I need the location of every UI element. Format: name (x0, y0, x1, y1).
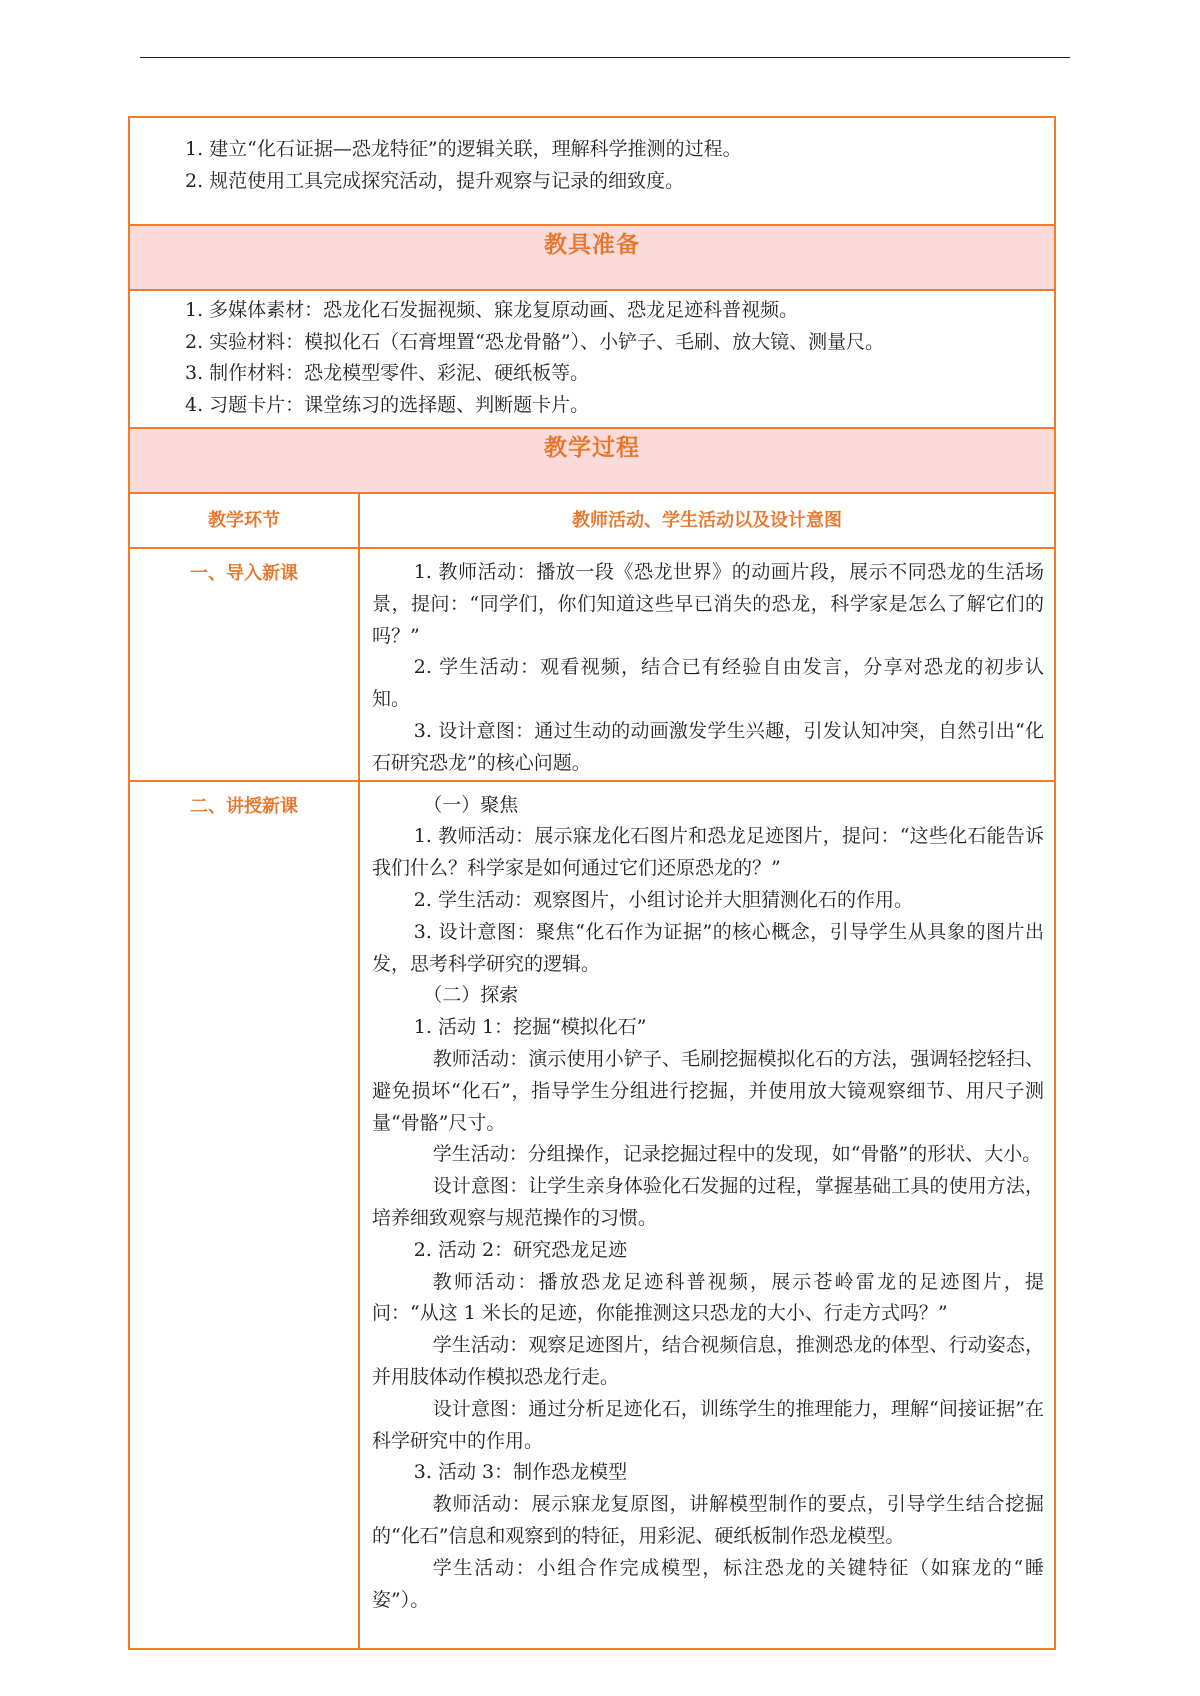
subsection-heading: （一）聚焦 (423, 793, 519, 816)
material-item: 1. 多媒体素材：恐龙化石发掘视频、寐龙复原动画、恐龙足迹科普视频。 (185, 299, 799, 321)
materials-row (129, 290, 1055, 428)
paragraph: 设计意图：让学生亲身体验化石发掘的过程，掌握基础工具的使用方法，培养细致观察与规范操作的习惯。 (372, 1175, 1045, 1229)
material-item: 2. 实验材料：模拟化石（石膏埋置“恐龙骨骼”）、小铲子、毛刷、放大镜、测量尺。 (185, 330, 885, 353)
stage-content (359, 781, 1055, 1649)
materials-header-cell (129, 225, 1055, 290)
paragraph: 1. 教师活动：播放一段《恐龙世界》的动画片段，展示不同恐龙的生活场景，提问：“同学们，你们知道这些早已消失的恐龙，科学家是怎么了解它们的吗？” (372, 561, 1045, 647)
paragraph: 3. 设计意图：聚焦“化石作为证据”的核心概念，引导学生从具象的图片出发，思考科学研究的逻辑。 (372, 920, 1045, 975)
column-header-activities: 教师活动、学生活动以及设计意图 (359, 493, 1055, 548)
stage-row (129, 548, 1055, 781)
paragraph: 教师活动：播放恐龙足迹科普视频，展示苍岭雷龙的足迹图片，提问：“从这 1 米长的足迹，你能推测这只恐龙的大小、行走方式吗？” (372, 1270, 1045, 1325)
paragraph: 2. 学生活动：观察图片，小组讨论并大胆猜测化石的作用。 (413, 888, 913, 911)
paragraph: 教师活动：演示使用小铲子、毛刷挖掘模拟化石的方法，强调轻挖轻扫、避免损坏“化石”，指导学生分组进行挖掘，并使用放大镜观察细节、用尺子测量“骨骼”尺寸。 (372, 1047, 1045, 1134)
paragraph: 1. 教师活动：展示寐龙化石图片和恐龙足迹图片，提问：“这些化石能告诉我们什么？科学家是如何通过它们还原恐龙的？” (372, 825, 1045, 880)
stage-row (129, 781, 1055, 1649)
objective-item: 1. 建立“化石证据—恐龙特征”的逻辑关联，理解科学推测的过程。 (185, 138, 742, 160)
paragraph: 教师活动：展示寐龙复原图，讲解模型制作的要点，引导学生结合挖掘的“化石”信息和观察到的特征，用彩泥、硬纸板制作恐龙模型。 (372, 1493, 1045, 1547)
objectives-cell (129, 117, 1055, 225)
lesson-plan-table (128, 116, 1056, 1650)
activity-title: 2. 活动 2：研究恐龙足迹 (413, 1238, 628, 1261)
column-header-stage: 教学环节 (129, 493, 359, 548)
process-header-cell (129, 428, 1055, 493)
stage-label: 一、导入新课 (129, 548, 359, 781)
stage-label: 二、讲授新课 (129, 781, 359, 1649)
stage-content (359, 548, 1055, 781)
activity-title: 3. 活动 3：制作恐龙模型 (413, 1461, 628, 1484)
subsection-heading: （二）探索 (423, 984, 519, 1007)
paragraph: 学生活动：小组合作完成模型，标注恐龙的关键特征（如寐龙的“睡姿”）。 (372, 1556, 1045, 1611)
paragraph: 学生活动：观察足迹图片，结合视频信息，推测恐龙的体型、行动姿态，并用肢体动作模拟恐龙行走。 (372, 1334, 1045, 1388)
paragraph: 3. 设计意图：通过生动的动画激发学生兴趣，引发认知冲突，自然引出“化石研究恐龙”的核心问题。 (372, 719, 1045, 774)
paragraph: 设计意图：通过分析足迹化石，训练学生的推理能力，理解“间接证据”在科学研究中的作用。 (372, 1397, 1045, 1452)
material-item: 4. 习题卡片：课堂练习的选择题、判断题卡片。 (185, 393, 590, 416)
header-rule (140, 57, 1070, 58)
materials-cell (129, 290, 1055, 428)
materials-header-row (129, 225, 1055, 290)
paragraph: 学生活动：分组操作，记录挖掘过程中的发现，如“骨骼”的形状、大小。 (432, 1143, 1042, 1166)
paragraph: 2. 学生活动：观看视频，结合已有经验自由发言，分享对恐龙的初步认知。 (372, 656, 1045, 711)
objective-item: 2. 规范使用工具完成探究活动，提升观察与记录的细致度。 (185, 169, 685, 192)
process-header-row (129, 428, 1055, 493)
objectives-row (129, 117, 1055, 225)
activity-title: 1. 活动 1：挖掘“模拟化石” (413, 1016, 647, 1039)
materials-title: 教具准备 (544, 232, 640, 258)
process-title: 教学过程 (544, 435, 640, 461)
material-item: 3. 制作材料：恐龙模型零件、彩泥、硬纸板等。 (185, 362, 590, 384)
column-header-row (129, 493, 1055, 548)
